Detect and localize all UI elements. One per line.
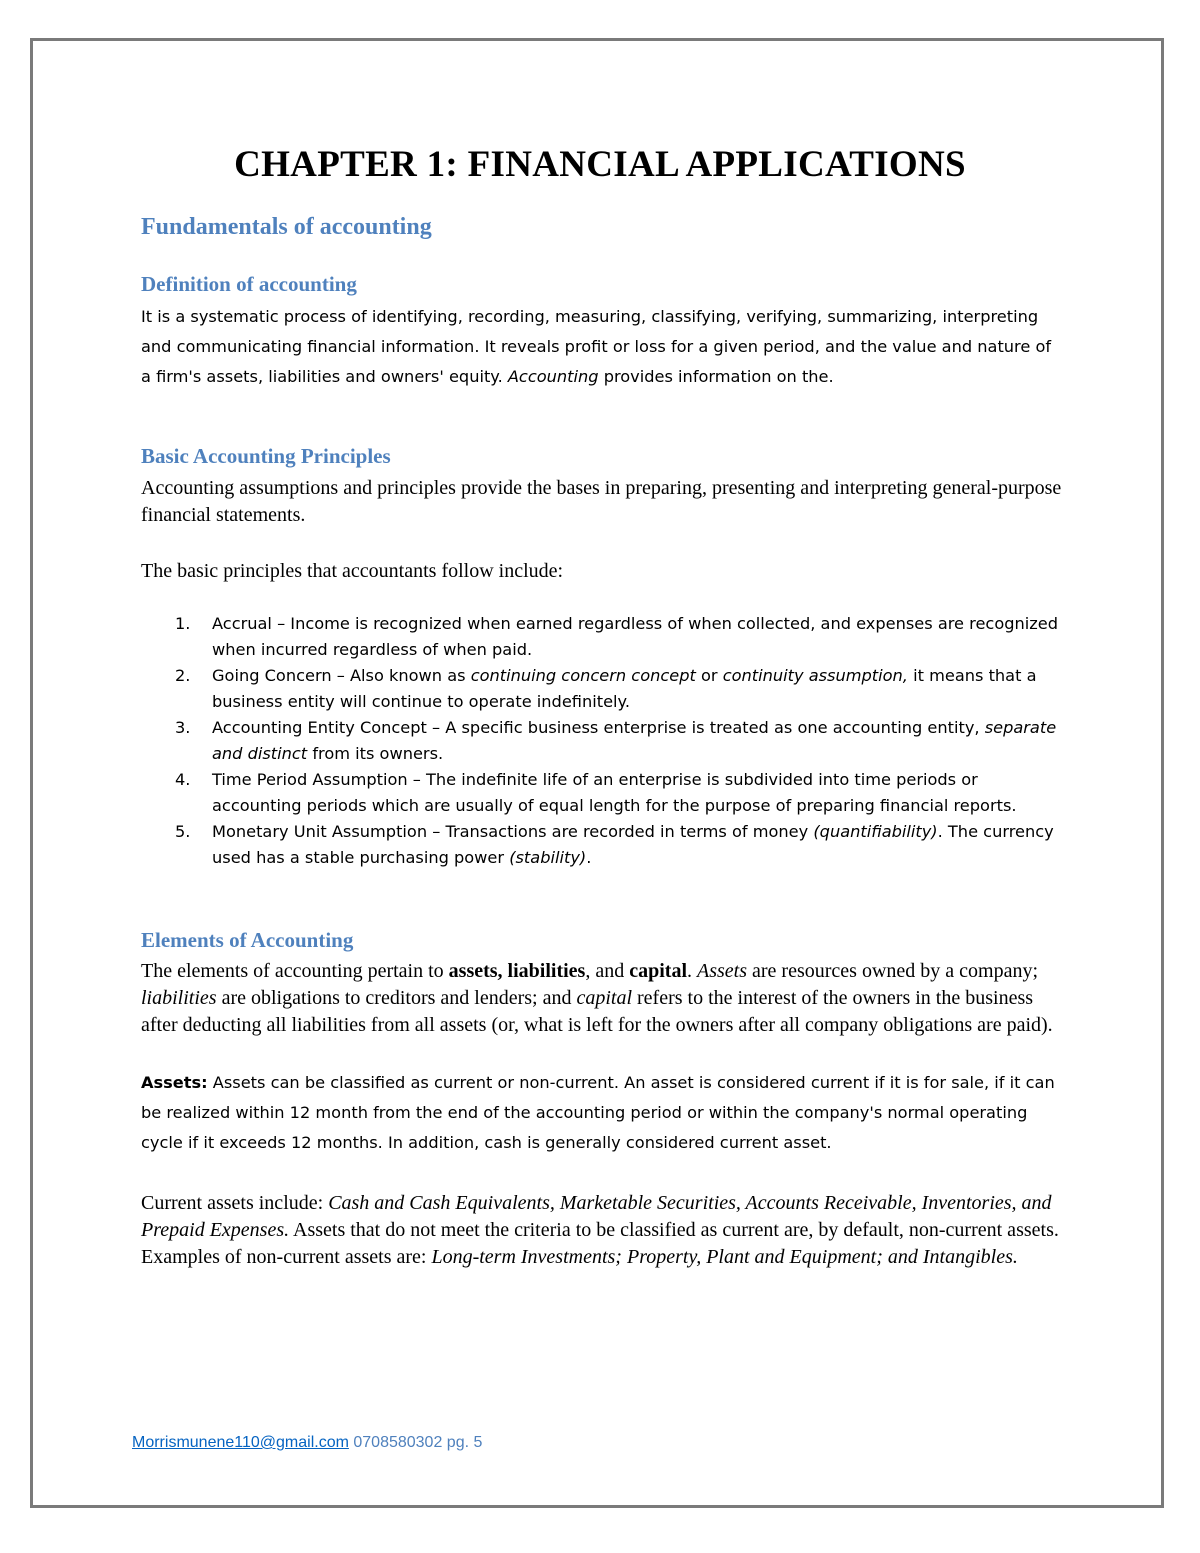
- list-item: 4. Time Period Assumption – The indefinite life of an enterprise is subdivided into time periods or accounting periods which are usually of equal length for the purpose of preparing financial reports.: [175, 770, 1017, 815]
- chapter-title: CHAPTER 1: FINANCIAL APPLICATIONS: [234, 144, 966, 185]
- elements-heading: Elements of Accounting: [141, 928, 354, 952]
- assets-paragraph: Assets: Assets can be classified as current or non-current. An asset is considered current if it is for sale, if it can be realized within 12 month from the end of the accounting period or within the company's normal operating cycle if it exceeds 12 months. In addition, cash is generally considered current asset.: [141, 1073, 1055, 1152]
- list-item: 3. Accounting Entity Concept – A specific business enterprise is treated as one accounting entity, separate and distinct from its owners.: [175, 718, 1057, 763]
- list-item: 2. Going Concern – Also known as continuing concern concept or continuity assumption, it means that a business entity will continue to operate indefinitely.: [175, 666, 1037, 711]
- list-item: 5. Monetary Unit Assumption – Transactions are recorded in terms of money (quantifiability). The currency used has a stable purchasing power (stability).: [175, 822, 1054, 867]
- principles-intro: Accounting assumptions and principles provide the bases in preparing, presenting and interpreting general-purpose financial statements.: [141, 477, 1062, 526]
- phone-page-number: 0708580302 pg. 5: [348, 1434, 483, 1451]
- principles-lead: The basic principles that accountants follow include:: [141, 560, 564, 582]
- definition-heading: Definition of accounting: [141, 272, 357, 296]
- definition-paragraph: It is a systematic process of identifying, recording, measuring, classifying, verifying, summarizing, interpreting and communicating financial information. It reveals profit or loss for a given period, and the value and nature of a firm's assets, liabilities and owners' equity. Accounting provides information on the.: [141, 307, 1052, 386]
- principles-list: [141, 611, 1061, 871]
- current-assets-paragraph: Current assets include: Cash and Cash Equivalents, Marketable Securities, Accounts Receivable, Inventories, and Prepaid Expenses. Assets that do not meet the criteria to be classified as current are, by default, non-current assets. Examples of non-current assets are: Long-term Investments; Property, Plant and Equipment; and Intangibles.: [141, 1192, 1059, 1268]
- elements-paragraph: The elements of accounting pertain to assets, liabilities, and capital. Assets are resources owned by a company; liabilities are obligations to creditors and lenders; and capital refers to the interest of the owners in the business after deducting all liabilities from all assets (or, what is left for the owners after all company obligations are paid).: [141, 960, 1053, 1036]
- section-heading: Fundamentals of accounting: [141, 214, 432, 240]
- page-footer: [132, 1434, 482, 1452]
- list-item: 1. Accrual – Income is recognized when earned regardless of when collected, and expenses are recognized when incurred regardless of when paid.: [175, 614, 1058, 659]
- email-link[interactable]: Morrismunene110@gmail.com: [132, 1434, 349, 1451]
- principles-heading: Basic Accounting Principles: [141, 444, 391, 468]
